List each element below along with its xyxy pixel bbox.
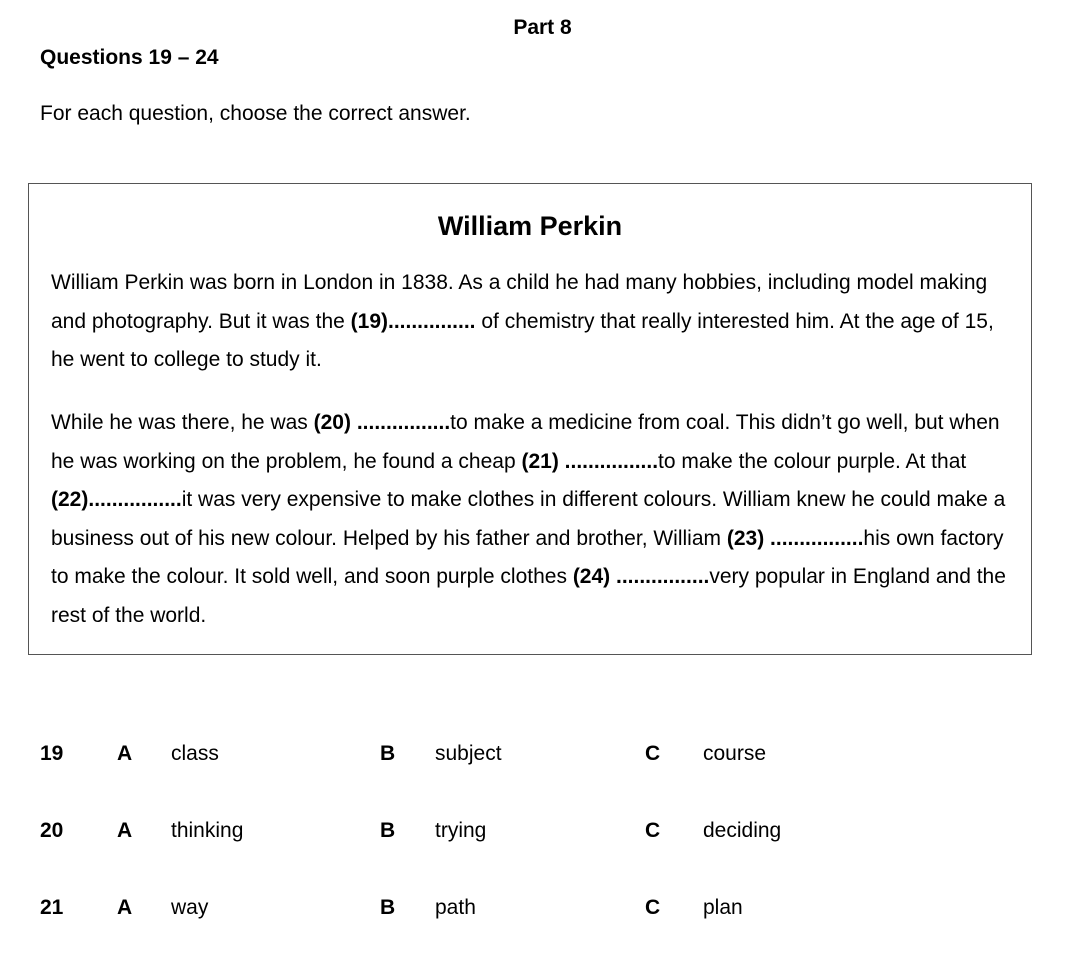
passage-text: to make a medicine from coal. This didn’t go well, but when he was working on the problem, he found a cheap bbox=[51, 411, 1000, 473]
option-c[interactable]: plan bbox=[703, 896, 743, 919]
gap-21-blank: ................ bbox=[558, 449, 659, 473]
passage-paragraph-1 bbox=[51, 264, 1021, 380]
option-b[interactable]: subject bbox=[435, 742, 502, 765]
passage-text: very popular in England and the rest of the world. bbox=[51, 565, 1006, 627]
option-letter-b: B bbox=[380, 896, 396, 919]
option-b[interactable]: path bbox=[435, 896, 476, 919]
gap-24-label: (24) bbox=[572, 565, 611, 588]
option-letter-a: A bbox=[117, 819, 133, 842]
question-number: 20 bbox=[40, 819, 64, 842]
option-letter-b: B bbox=[380, 742, 396, 765]
option-letter-c: C bbox=[645, 742, 661, 765]
questions-range: Questions 19 – 24 bbox=[40, 46, 219, 69]
passage-text: it was very expensive to make clothes in different colours. William knew he could make a business out of his new colour. Helped by his father and brother, William bbox=[51, 488, 1006, 550]
passage-text: his own factory to make the colour. It sold well, and soon purple clothes bbox=[51, 526, 1004, 588]
option-b[interactable]: trying bbox=[435, 819, 487, 842]
question-row-21 bbox=[0, 896, 1080, 926]
gap-22-blank: ................ bbox=[88, 488, 182, 511]
question-number: 19 bbox=[40, 742, 64, 765]
gap-19-blank: ............... bbox=[388, 309, 476, 333]
option-a[interactable]: way bbox=[171, 896, 209, 919]
gap-23-blank: ................ bbox=[764, 526, 864, 550]
gap-20-blank: ................ bbox=[350, 411, 451, 434]
gap-23-label: (23) bbox=[726, 526, 765, 550]
gap-24-blank: ................ bbox=[610, 565, 710, 588]
question-row-20 bbox=[0, 819, 1080, 849]
part-title: Part 8 bbox=[513, 16, 572, 39]
gap-22-label: (22) bbox=[51, 488, 89, 511]
gap-19-label: (19) bbox=[350, 309, 388, 333]
question-row-19 bbox=[0, 742, 1080, 772]
option-letter-a: A bbox=[117, 742, 133, 765]
option-letter-c: C bbox=[645, 819, 661, 842]
passage-text: to make the colour purple. At that bbox=[658, 449, 967, 473]
passage-title: William Perkin bbox=[437, 211, 623, 241]
question-number: 21 bbox=[40, 896, 64, 919]
passage-box bbox=[28, 183, 1032, 655]
option-letter-c: C bbox=[645, 896, 661, 919]
option-a[interactable]: class bbox=[171, 742, 219, 765]
option-c[interactable]: deciding bbox=[703, 819, 782, 842]
option-c[interactable]: course bbox=[703, 742, 767, 765]
passage-paragraph-2 bbox=[51, 404, 1021, 635]
passage-text: While he was there, he was bbox=[51, 411, 314, 434]
option-a[interactable]: thinking bbox=[171, 819, 244, 842]
gap-21-label: (21) bbox=[521, 449, 559, 473]
option-letter-a: A bbox=[117, 896, 133, 919]
option-letter-b: B bbox=[380, 819, 396, 842]
gap-20-label: (20) bbox=[313, 411, 351, 434]
passage-text: of chemistry that really interested him. At the age of 15, he went to college to study it. bbox=[51, 309, 994, 371]
instruction-text: For each question, choose the correct answer. bbox=[40, 102, 471, 125]
passage-text: William Perkin was born in London in 1838. As a child he had many hobbies, including model making and photography. But it was the bbox=[51, 271, 988, 333]
